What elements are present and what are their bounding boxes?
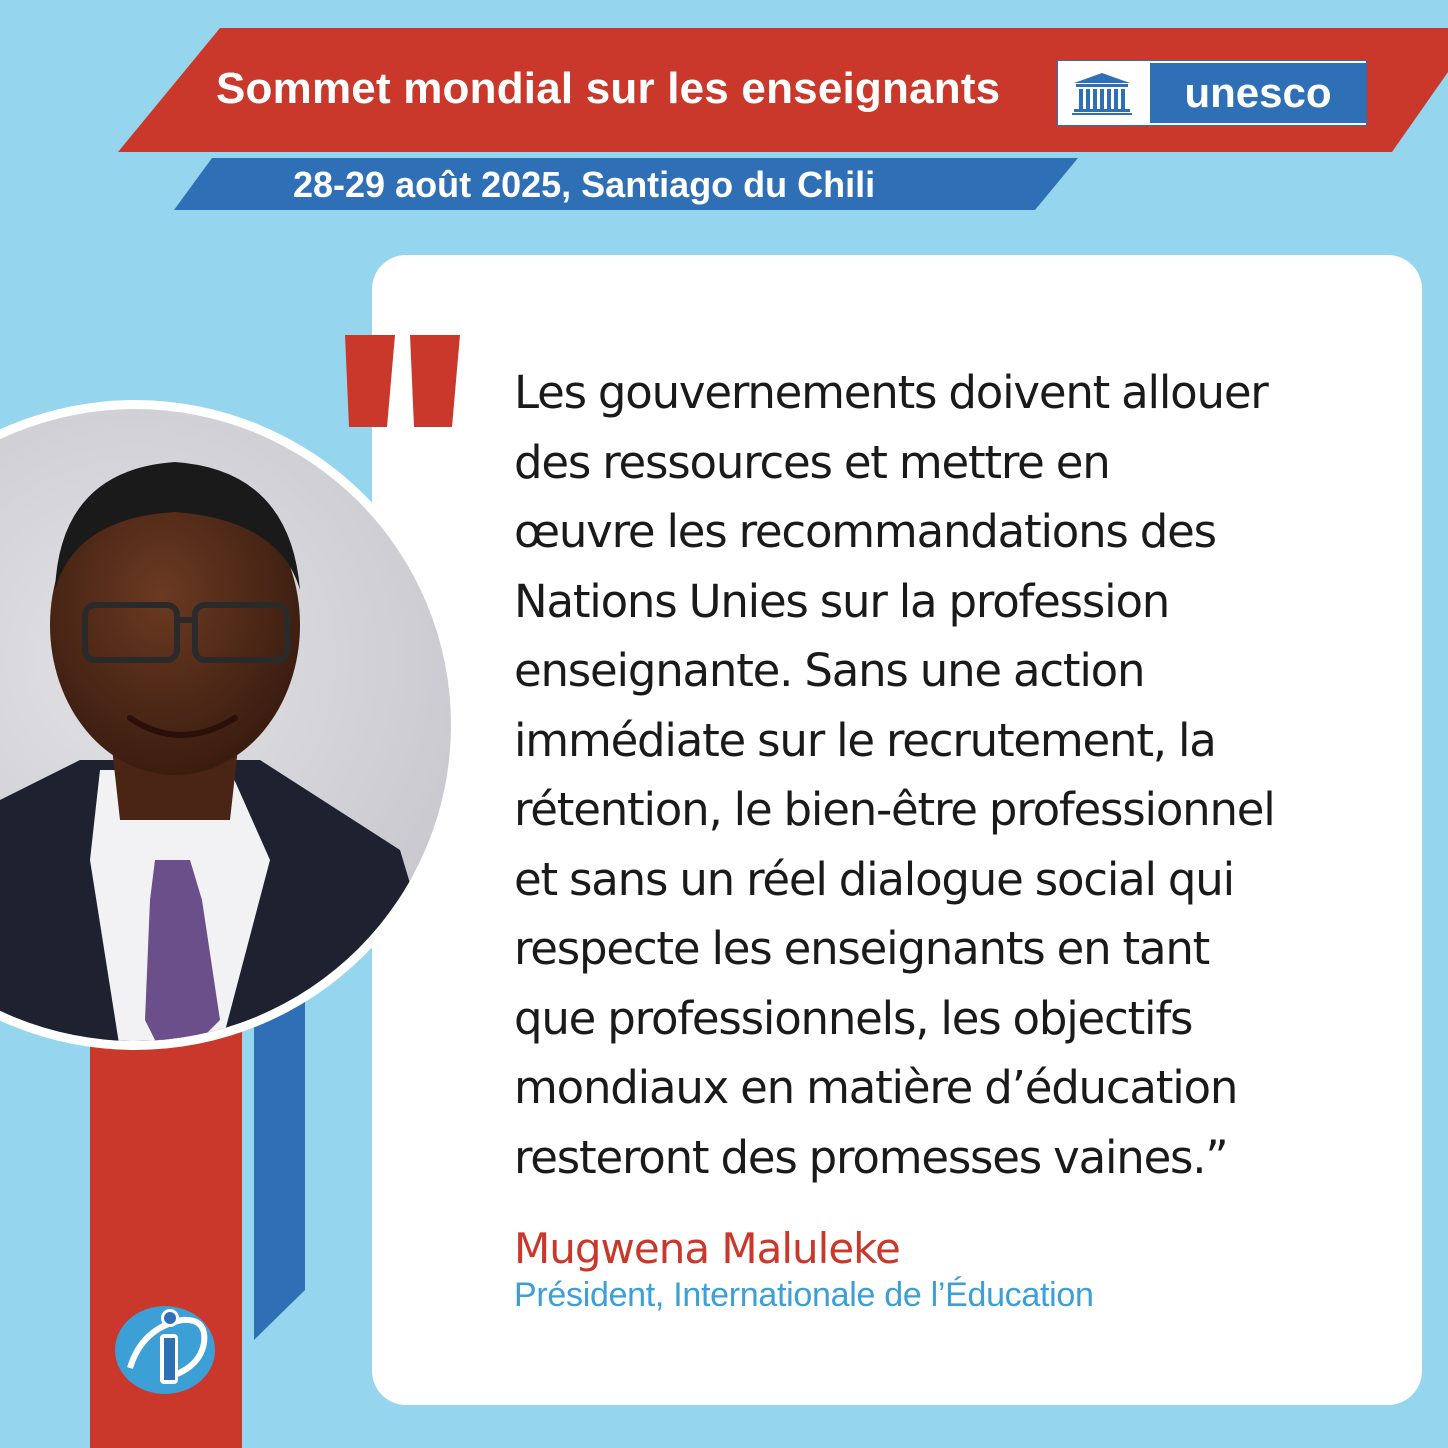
education-international-logo — [112, 1298, 218, 1398]
temple-icon — [1072, 71, 1132, 115]
portrait-photo — [0, 400, 460, 1050]
author-name: Mugwena Maluleke — [514, 1224, 900, 1273]
unesco-wordmark: unesco — [1150, 63, 1366, 123]
event-date-location: 28-29 août 2025, Santiago du Chili — [293, 164, 876, 205]
event-title: Sommet mondial sur les enseignants — [216, 64, 1001, 113]
unesco-logo — [1057, 60, 1367, 126]
quote-text: Les gouvernements doivent allouer des ressources et mettre en œuvre les recommandations des Nations Unies sur la profession enseignante. Sans une action immédiate sur le recrutement, la rétention, le bien-être professionnel et sans un réel dialogue social qui respecte les enseignants en tant que professionnels, les objectifs mondiaux en matière d’éducation resteront des promesses vaines.” — [514, 366, 1275, 1184]
author-role: Président, Internationale de l’Éducation — [514, 1276, 1094, 1314]
